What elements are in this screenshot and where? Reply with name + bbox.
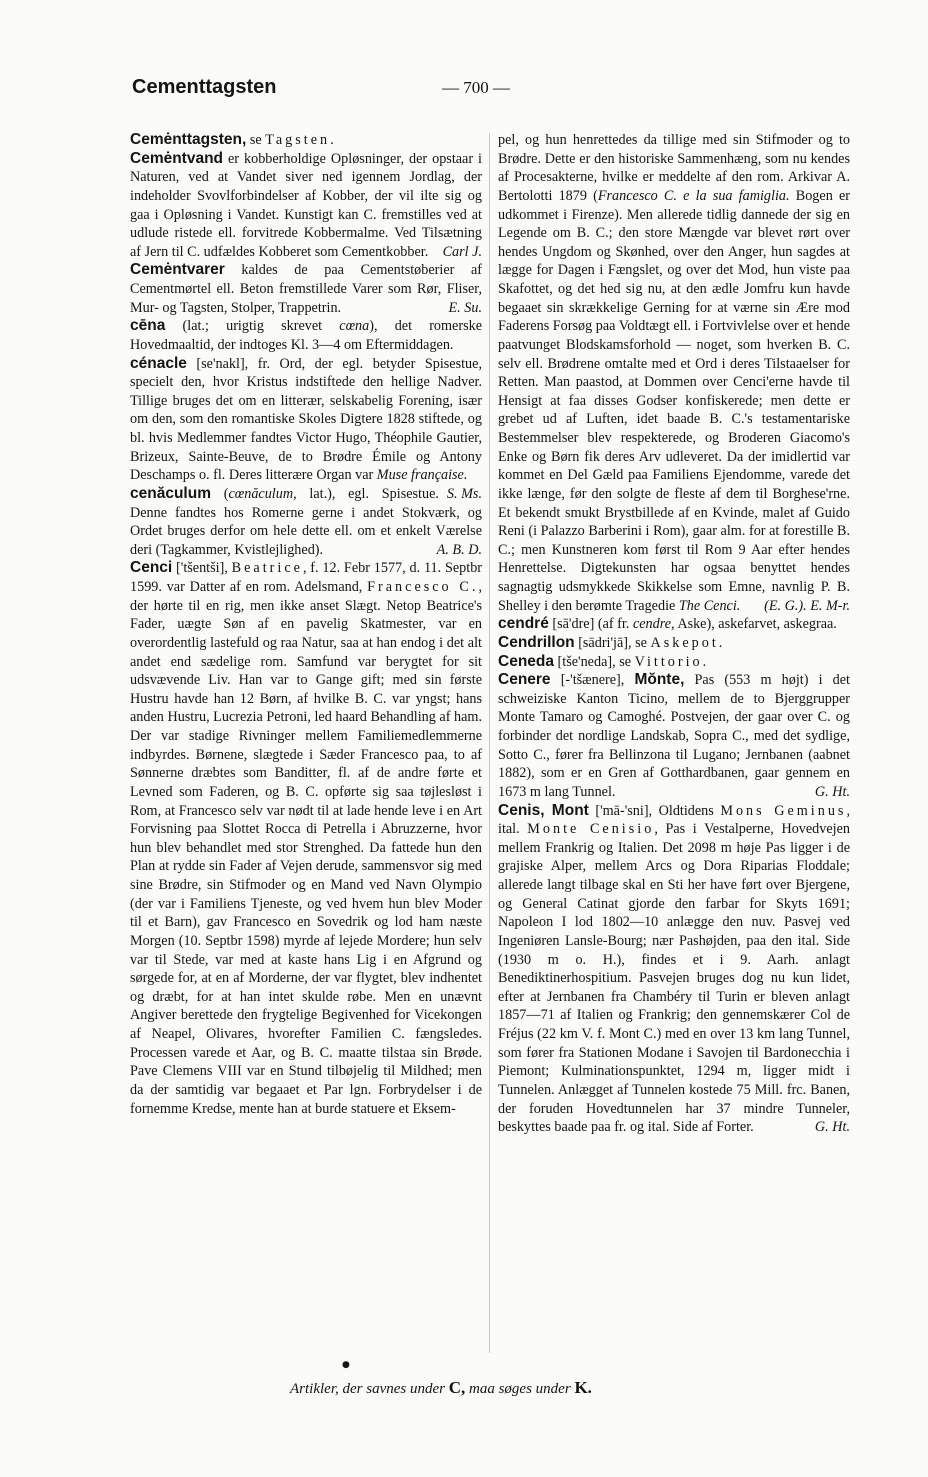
- entry-headword: Cemėnttagsten,: [130, 131, 247, 148]
- entry-headword: Ceneda: [498, 652, 554, 670]
- entry-headword: cēna: [130, 317, 166, 335]
- entry-cenci: [130, 559, 482, 1118]
- entry-text: pel, og hun henrettedes da tillige med sin Stifmoder og to Brødre. Dette er den historiske Sammenhæng, som nu kendes af Procesakterne, hvilke er meddelte af den rom. Arkivar A. Bertolotti 1879 (: [498, 132, 850, 204]
- entry-cementtagsten: [130, 131, 482, 150]
- entry-text: [-'tšænere],: [550, 672, 635, 689]
- italic-title: Francesco C. e la sua famiglia.: [597, 187, 790, 204]
- entry-text: .: [718, 634, 723, 651]
- author-signature: E. Su.: [448, 299, 482, 316]
- entry-headword: Mŏnte,: [634, 671, 685, 689]
- entry-text: [se'nakl], fr. Ord, der egl. betyder Spisestue, specielt den, hvor Kristus indstiftede den hellige Nadver. Tillige bruges det om en litterær, selskabelig Forening, især om den, som den romantiske Skoles Digtere 1828 stiftede, og bl. hvis Medlemmer fandtes Victor Hugo, Théophile Gautier, Brizeux, Sainte-Beuve, de to Brødre Émile og Antony Deschamps o. fl. Deres litterære Organ var: [130, 355, 482, 484]
- entry-text: ['tšentši],: [172, 560, 232, 577]
- entry-text: Pas (553 m højt) i det schweiziske Kanton Ticino, mellem de to Bjerggrupper Monte Tamaro og Camoghé. Postvejen, der gaar over C. og forbinder det nordlige Landskab, Sopra C., med det sydlige, Sotto C., fører fra Bellinzona til Lugano; Jernbanen (aabnet 1882), som er en Gren af Gotthardbanen, gaar gennem en 1673 m lang Tunnel.: [498, 672, 850, 800]
- footer-text: maa søges under: [465, 1381, 575, 1397]
- cross-reference: Vittorio: [634, 653, 703, 670]
- author-signature: Carl J.: [442, 243, 482, 260]
- italic-term: cœnăculum,: [228, 485, 297, 502]
- spaced-name: Mons Geminus: [720, 802, 847, 819]
- entry-text: , der hørte til en rig, men ikke anset Slægt. Netop Beatrice's Fader, uægte Søn af en pavelig Skatmester, var en overordentlig lastefuld og raa Natur, saa at han endog i det alt andet end sædelige rom. Samfund var berygtet for sit udsvævende Liv. Han var to Gange gift; med sin første Hustru havde han 12 Børn, af hvilke B. C. var yngst; hans anden Hustru, Lucrezia Petroni, led haard Behandling af ham. Der var stadige Rivninger mellem Familiemedlemmerne indbyrdes. Børnene, slægtede i Sæder Francesco paa, to af Sønnerne dræbtes som Banditter, fl. af de andre førte et Levned som Faderen, og B. C. opførte sig saa tøjlesløst i Rom, at Francesco selv var nødt til at lade hende leve i en Art Forvisning paa Slottet Rocca di Petrella i Abruzzerne, hvor hun blev behandlet med stor Strenghed. Da fattede hun den Plan at rydde sin Fader af Vejen derude, sammensvor sig med sine Brødre, sin Stifmoder og en Mand ved Navn Olympio (der var i Familiens Tjeneste, og ved hvem hun blev Moder til et Barn), gav Francesco en Sovedrik og lod ham næste Morgen (10. Septbr 1598) myrde af lejede Mordere; hun selv var til Stede, var med at kaste hans Lig i en Afgrund og sørgede for, at en af Morderne, der var flygtet, blev indhentet og dræbt, for at han intet skulde røbe. Men en unævnt Angiver berettede den frygtelige Begivenhed for Vicekongen af Neapel, Olivares, hvorefter Familien C. fængsledes. Processen varede et Aar, og B. C. maatte tilstaa sin Brøde. Pave Clemens VIII var en Stund tilbøjelig til Mildhed; men da der samtidig var begaaet et Par lgn. Forbrydelser i de fornemme Kredse, mente han at burde statuere et Eksem-: [130, 579, 482, 1117]
- entry-headword: cenăculum: [130, 484, 211, 502]
- cross-reference: Askepot: [650, 634, 719, 651]
- entry-cenaculum: [130, 485, 482, 560]
- entry-cenis: [498, 802, 850, 1137]
- italic-term: cendre,: [632, 616, 675, 633]
- entry-cementvarer: [130, 261, 482, 317]
- entry-headword: cénacle: [130, 354, 187, 372]
- right-column: [498, 131, 850, 1137]
- author-signature: S. Ms.: [446, 485, 482, 502]
- entry-text: .: [702, 653, 707, 670]
- author-signature: G. Ht.: [814, 1119, 850, 1136]
- spaced-name: Francesco C.: [367, 579, 479, 595]
- author-signature: (E. G.). E. M-r.: [764, 597, 850, 614]
- author-signature: A. B. D.: [436, 541, 482, 558]
- entry-text: [sādri'jā], se: [574, 634, 651, 651]
- italic-term: Muse française.: [376, 467, 468, 484]
- entry-headword: Cendrillon: [498, 633, 575, 651]
- entry-cena: [130, 317, 482, 354]
- entry-text: ['mā-'sni], Oldtidens: [588, 802, 721, 819]
- page-headword: Cementtagsten: [132, 76, 277, 98]
- footer-letter: C,: [448, 1378, 466, 1397]
- entry-cendre: [498, 615, 850, 634]
- entry-text: [sā'dre] (af fr.: [548, 616, 633, 633]
- left-column: [130, 131, 482, 1118]
- italic-title: The Cenci.: [678, 597, 741, 614]
- entry-headword: Cenci: [130, 559, 173, 577]
- entry-headword: Cenere: [498, 671, 551, 689]
- entry-headword: Cemėntvand: [130, 149, 224, 167]
- cross-reference: Tagsten: [265, 132, 331, 148]
- entry-text: er kobberholdige Opløsninger, der opstaar i Naturen, ved at Vandet siver ned igennem Jordlag, der indeholder Svovlforbindelser af Kobber, der vil ilte sig og gaa i Opløsning i Vandet. Kunstigt kan C. fremstilles ved at udlude ristede ell. forvitrede Kobbermalme. Ved Tilsætning af Jern til C. udfældes Kobberet som Cementkobber.: [130, 150, 482, 260]
- entry-cementvand: [130, 150, 482, 262]
- entry-text: (: [210, 485, 229, 502]
- entry-text: ), det romerske Hovedmaaltid, der indtoges Kl. 3—4 om Eftermiddagen.: [130, 318, 482, 353]
- entry-text: Bogen er udkommet i Firenze). Men allerede tidlig dannede der sig en Legende om B. C.; den store Mængde var blevet rørt over hendes Ungdom og Skønhed, over den Anger, hun sagdes at lægge for Dagen i Fængslet, og over det Mod, hun viste paa Skafottet, og det hed sig nu, at den ædle Jomfru kun havde begaaet sin skrækkelige Gerning for at værne sin Ære mod Faderens Forsøg paa Voldtægt ell. i Fortvivlelse over et hende paatvunget Blodskamsforhold — noget, som hverken B. C. selv ell. Brødrene omtalte med et Ord i deres Tilstaaelser for Retten. Man paastod, at Dommen over Cenci'erne havde til Hensigt at faa disses Godser konfiskerede; men dette er grebet ud af Luften, idet baade B. C.'s testamentariske Bestemmelser blev respekterede, og Broderen Giacomo's Enke og Børn fik deres Arv udleveret. Da der imidlertid var kommet en Del Gæld paa Familiens Ejendomme, varede det ikke længe, før den solgte de fleste af dem til Borghese'rne. Et bekendt smukt Brystbillede af en Kvinde, malet af Guido Reni (i Palazzo Barberini i Rom), gaar alm. for at forestille B. C.; men Kunstneren kom først til Rom 9 Aar efter hendes Henrettelse. Digtekunsten har ogsaa benyttet hendes sagnagtig udsmykkede Skikkelse som Emne, navnlig P. B. Shelley i den berømte Tragedie: [498, 187, 850, 614]
- footer-note: [290, 1378, 750, 1398]
- footer-bullet: ●: [342, 1360, 350, 1370]
- entry-text: (lat.; urigtig skrevet: [165, 318, 340, 335]
- italic-term: cœna: [339, 318, 370, 335]
- entry-text: lat.), egl. Spisestue. Denne fandtes hos Romerne gerne i andet Stokværk, og Ordet bruges derfor om hele dette ell. om et enkelt Værelse deri (Tagkammer, Kvistlejlighed).: [130, 485, 482, 558]
- entry-headword: cendré: [498, 615, 549, 633]
- entry-text: se: [246, 132, 266, 148]
- author-signature: G. Ht.: [814, 783, 850, 800]
- entry-text: .: [330, 132, 334, 148]
- entry-text: [tše'neda], se: [554, 653, 635, 670]
- running-head: [132, 76, 832, 102]
- spaced-name: Beatrice: [231, 560, 303, 577]
- entry-headword: Cemėntvarer: [130, 261, 225, 279]
- entry-text: , f. 12. Febr 1577, d. 11. Septbr 1599. var Datter af en rom. Adelsmand,: [130, 560, 483, 595]
- entry-text: Aske), askefarvet, askegraa.: [674, 616, 837, 633]
- entry-ceneda: [498, 653, 850, 672]
- entry-text: , ital.: [498, 802, 850, 838]
- entry-text: , Pas i Vestalperne, Hovedvejen mellem Frankrig og Italien. Det 2098 m høje Pas ligger i de grajiske Alper, mellem Arcs og Dora Riparias Floddale; allerede langt tilbage skal en Sti her have ført over Bjergene, og General Catinat gjorde den farbar for Skyts 1691; Napoleon I lod 1802—10 anlægge den nuv. Pasvej ved Ingeniøren Lansle-Bourg; nær Pashøjden, paa den ital. Side (1930 m o. H.), findes et i 9. Aarh. anlagt Benediktinerhospitium. Pasvejen bruges dog nu kun lidet, efter at Jernbanen fra Chambéry til Turin er bleven anlagt 1857—71 af Italien og Frankrig; den gennemskærer Col de Fréjus (22 km V. f. Mont C.) med en over 13 km lang Tunnel, som fører fra Stationen Modane i Savojen til Bardonecchia i Piemont; Kulminationspunktet, 1294 m, ligger midt i Tunnelen. Anlægget af Tunnelen kostede 75 Mill. frc. Banen, der foruden Hovedtunnelen har 37 mindre Tunneler, beskyttes baade paa fr. og ital. Side af Forter.: [498, 821, 850, 1136]
- entry-text: kaldes de paa Cementstøberier af Cementmørtel ell. Beton fremstillede Varer som Rør, Fliser, Mur- og Tagsten, Stolper, Trappetrin.: [130, 262, 482, 316]
- footer-letter: K.: [574, 1378, 592, 1397]
- footer-text: Artikler, der savnes under: [290, 1381, 449, 1397]
- entry-cendrillon: [498, 634, 850, 653]
- entry-headword: Cenis, Mont: [498, 801, 589, 819]
- entry-cenci-continued: [498, 131, 850, 615]
- entry-cenere: [498, 671, 850, 801]
- spaced-name: Monte Cenisio: [527, 821, 655, 838]
- page-number: — 700 —: [442, 78, 510, 97]
- column-divider: [489, 133, 490, 1353]
